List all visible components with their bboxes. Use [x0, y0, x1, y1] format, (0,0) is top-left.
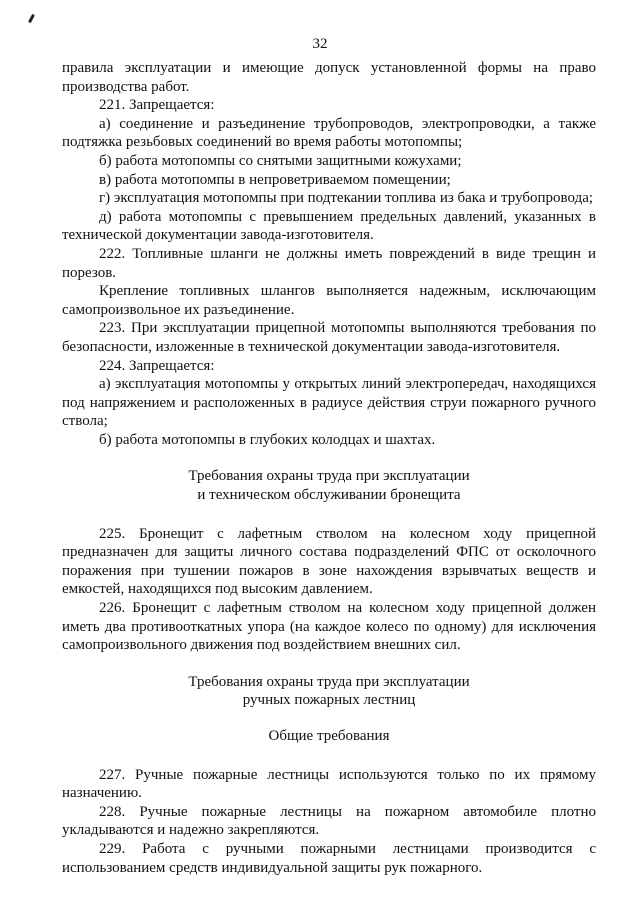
paragraph: 228. Ручные пожарные лестницы на пожарном автомобиле плотно укладываются и надежно закрепляются. — [62, 803, 596, 839]
paragraph: б) работа мотопомпы со снятыми защитными кожухами; — [99, 152, 462, 169]
paragraph: правила эксплуатации и имеющие допуск установленной формы на право производства работ. — [62, 60, 596, 95]
paragraph: б) работа мотопомпы в глубоких колодцах и шахтах. — [99, 431, 436, 448]
paragraph: а) соединение и разъединение трубопроводов, электропроводки, а также подтяжка резьбовых соединений во время работы мотопомпы; — [62, 115, 596, 151]
subsection-heading: Общие требования — [268, 728, 390, 744]
paragraph: 224. Запрещается: — [99, 357, 215, 374]
paragraph: г) эксплуатация мотопомпы при подтекании топлива из бака и трубопровода; — [99, 190, 594, 207]
section-heading-line: ручных пожарных лестниц — [242, 692, 416, 709]
section-heading-line: Требования охраны труда при эксплуатации — [188, 673, 470, 690]
paragraph: д) работа мотопомпы с превышением предельных давлений, указанных в технической документации завода-изготовителя. — [62, 208, 596, 244]
paragraph: 225. Бронещит с лафетным стволом на колесном ходу прицепной предназначен для защиты личного состава подразделений ФПС от осколочного поражения при тушении пожаров в зоне нахождения взрывчатых веществ и емкостей, находящихся под высоким давлением. — [62, 525, 596, 598]
paragraph: 221. Запрещается: — [99, 97, 215, 114]
paragraph: 223. При эксплуатации прицепной мотопомпы выполняются требования по безопасности, изложенные в технической документации завода-изготовителя. — [62, 320, 596, 355]
pen-mark — [28, 14, 35, 23]
paragraph: Крепление топливных шлангов выполняется надежным, исключающим самопроизвольное их разъединение. — [62, 283, 596, 318]
paragraph: 222. Топливные шланги не должны иметь повреждений в виде трещин и порезов. — [62, 245, 596, 281]
section-heading — [62, 467, 596, 504]
paragraph: 226. Бронещит с лафетным стволом на колесном ходу прицепной должен иметь два противооткатных упора (на каждое колесо по одному) для исключения самопроизвольного движения под воздействием внешних сил. — [62, 600, 596, 654]
paragraph: 227. Ручные пожарные лестницы используются только по их прямому назначению. — [62, 766, 596, 802]
section-heading-line: и техническом обслуживании бронещита — [197, 487, 461, 504]
section-heading-line: Требования охраны труда при эксплуатации — [188, 468, 470, 485]
paragraph: 229. Работа с ручными пожарными лестницами производится с использованием средств индивидуальной защиты рук пожарного. — [62, 840, 596, 876]
paragraph: в) работа мотопомпы в непроветриваемом помещении; — [99, 171, 451, 188]
document-body — [62, 59, 596, 877]
page-number: 32 — [312, 36, 328, 52]
paragraph: а) эксплуатация мотопомпы у открытых линий электропередач, находящихся под напряжением и расположенных в радиусе действия струи пожарного ручного ствола; — [62, 376, 596, 430]
section-heading — [62, 673, 596, 710]
